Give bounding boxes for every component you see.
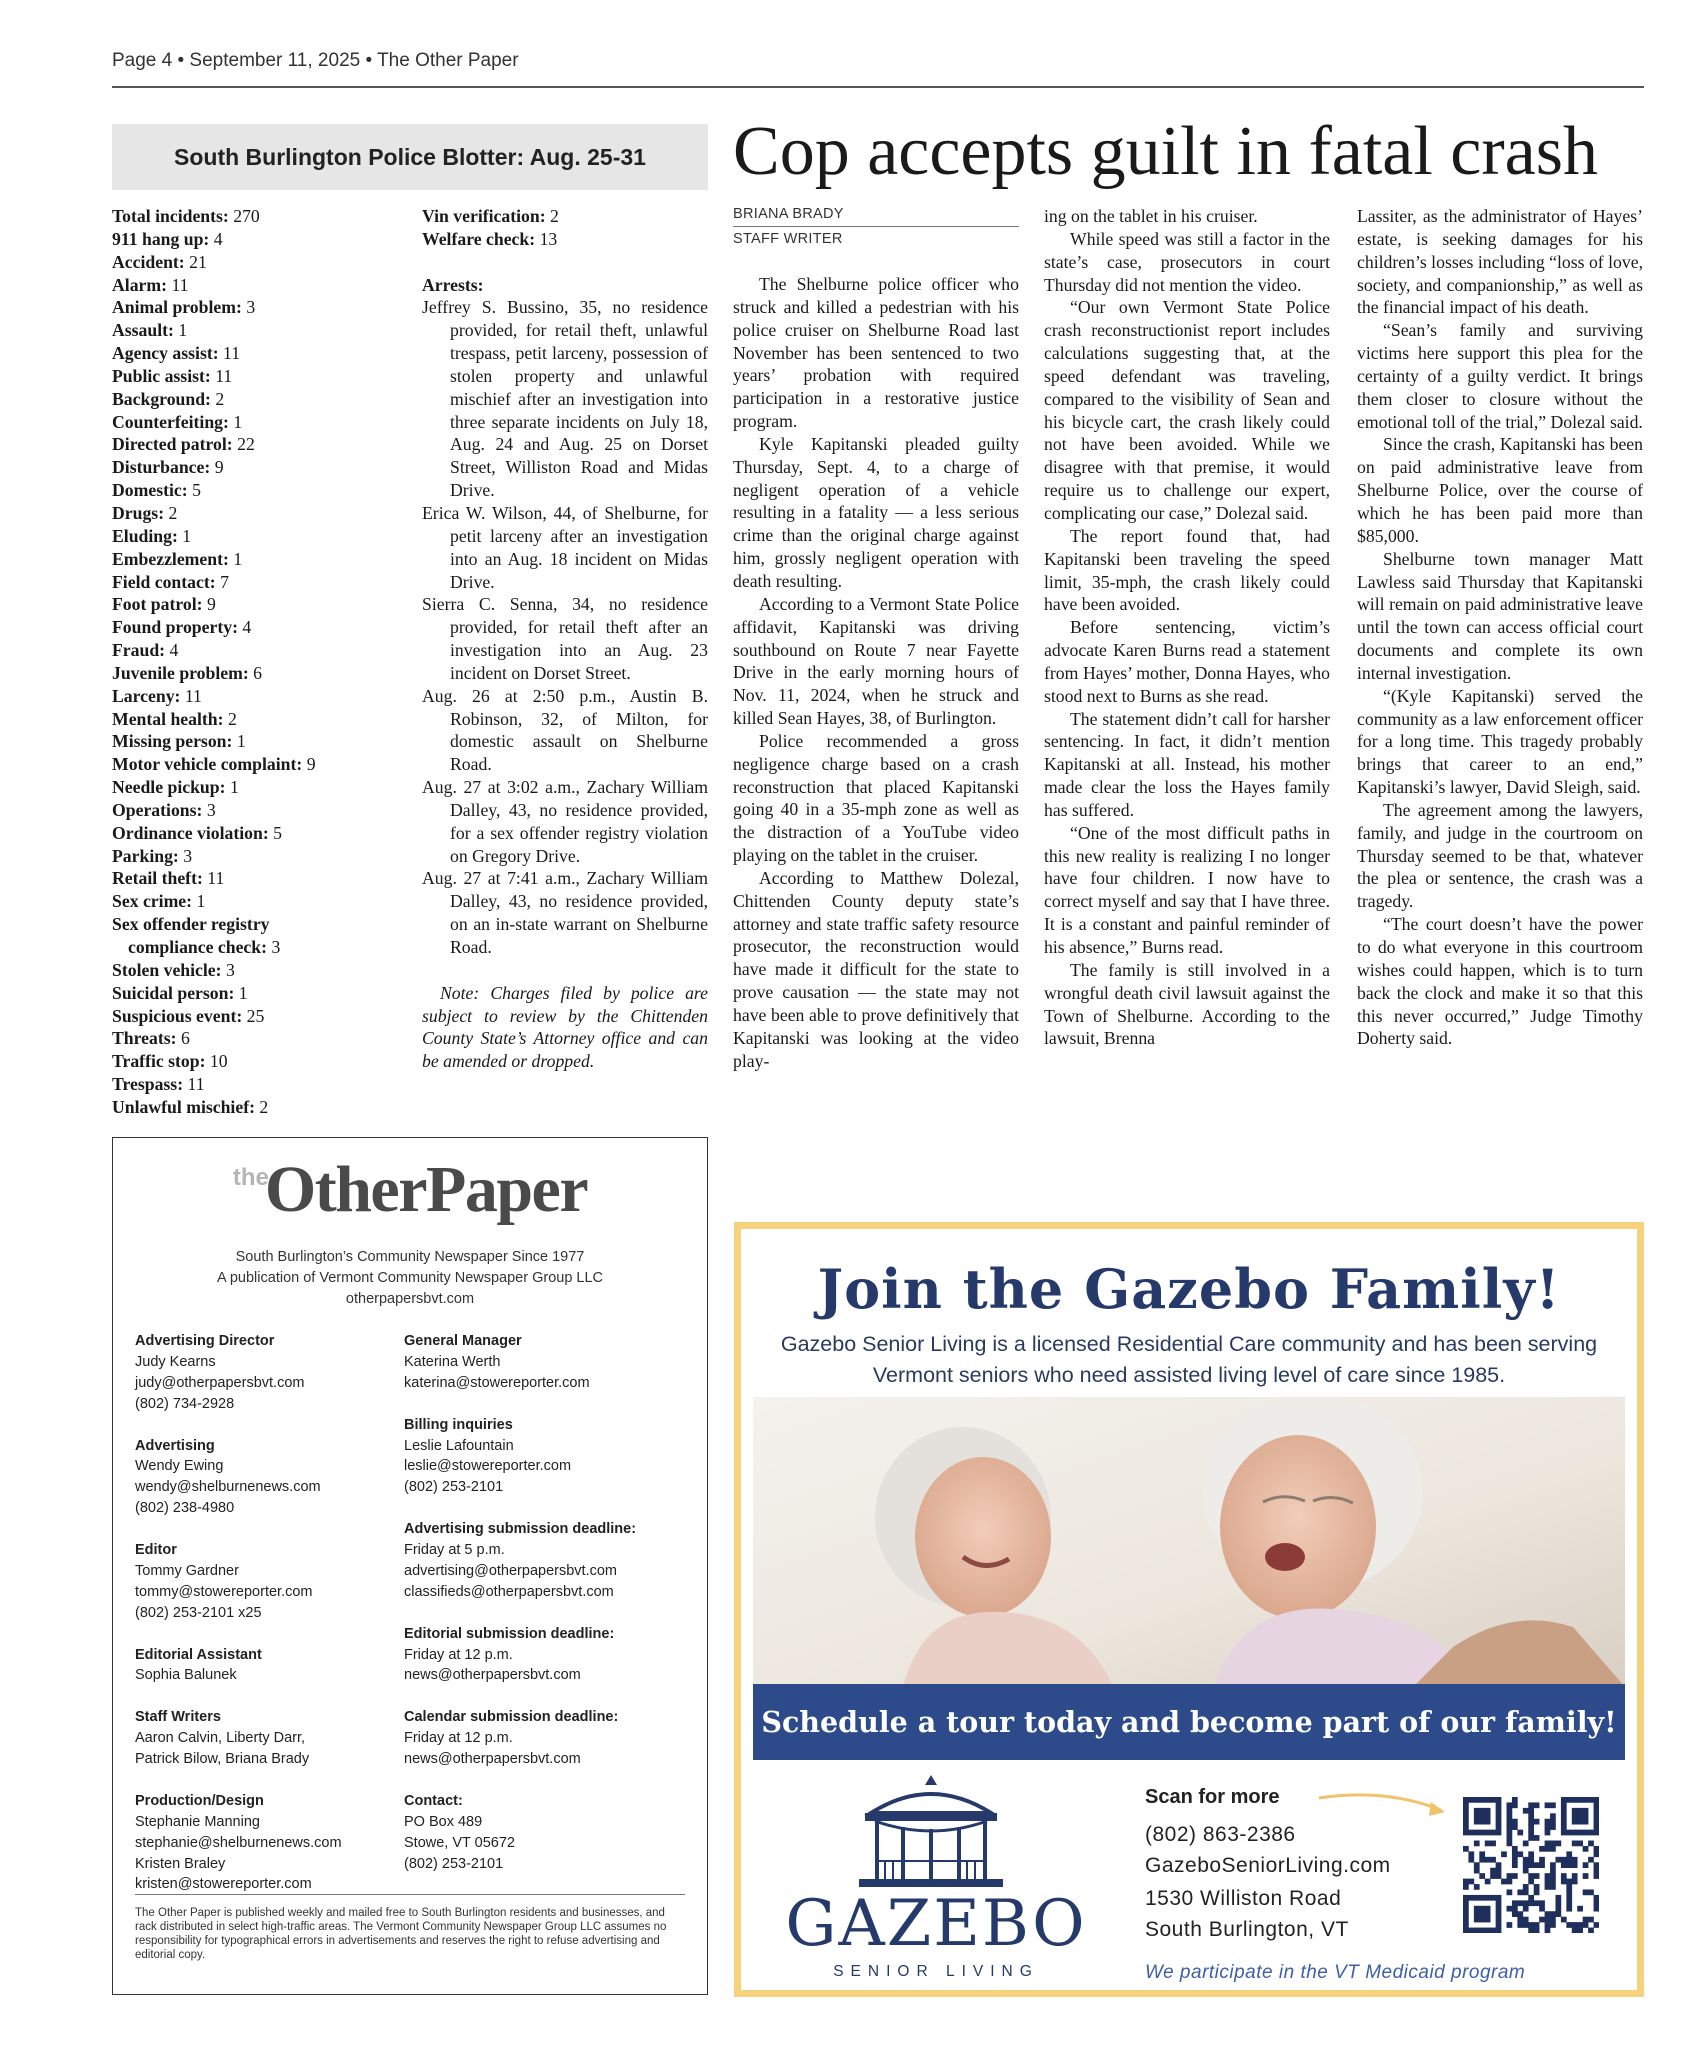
staff-line: PO Box 489: [404, 1813, 483, 1830]
incident-label: Accident:: [112, 251, 185, 272]
byline-title: STAFF WRITER: [733, 231, 843, 247]
incident-label: Directed patrol:: [112, 434, 233, 455]
incident-label: Operations:: [112, 799, 203, 820]
staff-block: [135, 1707, 395, 1770]
blotter-incident-item: [112, 411, 402, 434]
staff-contact[interactable]: kristen@stowereporter.com: [135, 1876, 312, 1893]
incident-count: 3: [225, 959, 235, 980]
blotter-incident-item: [112, 525, 402, 548]
staff-contact[interactable]: news@otherpapersbvt.com: [404, 1667, 581, 1684]
incident-count: 11: [207, 868, 225, 889]
arrest-entry: Erica W. Wilson, 44, of Shelburne, for petit larceny after an investigation into an Aug. 18 incident on Midas Drive.: [422, 502, 708, 592]
blotter-incident-item: [112, 274, 402, 297]
staff-role: Editorial submission deadline:: [404, 1625, 615, 1642]
incident-label: Missing person:: [112, 731, 233, 752]
incident-label: Welfare check:: [422, 228, 536, 249]
staff-line: Sophia Balunek: [135, 1667, 237, 1684]
incident-label: Suspicious event:: [112, 1005, 243, 1026]
incident-label: Found property:: [112, 617, 238, 638]
incident-count: 1: [238, 982, 248, 1003]
article-paragraph: “Sean’s family and surviving victims here support this plea for the certainty of a guilty verdict. It brings them closer to closure without the emotional toll of the trial,” Dolezal said.: [1357, 320, 1643, 432]
blotter-title: South Burlington Police Blotter: Aug. 25-31: [112, 124, 708, 190]
staff-role: Contact:: [404, 1792, 463, 1809]
blotter-incident-item: [112, 1073, 402, 1096]
incident-count: 1: [236, 731, 246, 752]
article-paragraph: ing on the tablet in his cruiser.: [1044, 206, 1258, 226]
blotter-incident-item: [112, 502, 402, 525]
byline-name: BRIANA BRADY: [733, 206, 844, 222]
staff-line: Leslie Lafountain: [404, 1437, 514, 1454]
incident-count: 3: [246, 297, 256, 318]
arrow-right-icon: [1315, 1788, 1455, 1822]
masthead-tagline: South Burlington’s Community Newspaper Since 1977: [235, 1249, 585, 1265]
staff-block: [404, 1624, 694, 1687]
staff-line: Katerina Werth: [404, 1353, 501, 1370]
blotter-incident-item: [112, 799, 402, 822]
incident-label: Counterfeiting:: [112, 411, 229, 432]
staff-block: [404, 1707, 694, 1770]
blotter-incident-item: [112, 822, 402, 845]
logo-name: OtherPaper: [264, 1153, 588, 1226]
incident-count: 9: [306, 754, 316, 775]
blotter-incident-item: [422, 228, 708, 251]
incident-label: Juvenile problem:: [112, 662, 249, 683]
staff-block: [404, 1791, 694, 1875]
incident-count: 7: [220, 571, 229, 592]
ad-website[interactable]: GazeboSeniorLiving.com: [1145, 1854, 1391, 1877]
gazebo-wordmark-sub: SENIOR LIVING: [833, 1963, 1039, 1980]
staff-role: Editorial Assistant: [135, 1646, 262, 1663]
blotter-incident-item: [112, 616, 402, 639]
blotter-incident-item: [112, 571, 402, 594]
staff-block: [135, 1645, 395, 1687]
incident-label: Agency assist:: [112, 343, 219, 364]
article-paragraph: Since the crash, Kapitanski has been on paid administrative leave from Shelburne Police, over the course of which he has been paid more than $85,000.: [1357, 434, 1643, 546]
incident-label: Suicidal person:: [112, 982, 235, 1003]
staff-contact[interactable]: (802) 238-4980: [135, 1500, 235, 1517]
article-paragraph: While speed was still a factor in the state’s case, prosecutors in court Thursday did not mention the video.: [1044, 228, 1330, 295]
staff-line: Patrick Bilow, Briana Brady: [135, 1751, 310, 1768]
staff-line: Kristen Braley: [135, 1855, 226, 1872]
staff-list-right: [404, 1331, 694, 1895]
incident-count: 3: [206, 799, 216, 820]
article-paragraph: “Our own Vermont State Police crash reconstructionist report includes calculations suggesting that, at the speed defendant was traveling, compared to the visibility of Sean and his bicycle cart, the crash likely could not have been avoided. While we disagree with that premise, it would require us to challenge our expert, complicating our case,” Dolezal said.: [1044, 297, 1330, 523]
blotter-incidents-list: [112, 205, 402, 1119]
staff-block: [404, 1331, 694, 1394]
staff-role: Advertising Director: [135, 1333, 275, 1349]
blotter-incident-item: [112, 1050, 402, 1073]
incident-count: 9: [206, 594, 216, 615]
staff-block: [135, 1540, 395, 1624]
staff-block: [135, 1791, 395, 1896]
incident-count: 270: [233, 206, 260, 226]
incident-label: 911 hang up:: [112, 228, 210, 249]
staff-line: Wendy Ewing: [135, 1458, 224, 1475]
arrest-entry: Aug. 26 at 2:50 p.m., Austin B. Robinson, 32, of Milton, for domestic assault on Shelburne Road.: [422, 685, 708, 775]
incident-label: Sex offender registry: [112, 914, 270, 935]
blotter-incident-item: [112, 1005, 402, 1028]
staff-role: General Manager: [404, 1333, 522, 1349]
incident-count: 4: [242, 617, 252, 638]
blotter-incident-item: [112, 890, 402, 913]
arrests-heading: Arrests:: [422, 274, 484, 295]
masthead-publisher: A publication of Vermont Community Newspaper Group LLC: [216, 1270, 604, 1286]
staff-contact[interactable]: (802) 253-2101: [404, 1479, 504, 1496]
article-paragraph: Police recommended a gross negligence charge based on a crash reconstruction that placed Kapitanski going 40 in a 35-mph zone as well as the distraction of a YouTube video playing on the tablet in the cruiser.: [733, 730, 1019, 866]
staff-contact[interactable]: classifieds@otherpapersbvt.com: [404, 1583, 614, 1600]
staff-role: Billing inquiries: [404, 1416, 513, 1433]
blotter-incident-item: [112, 388, 402, 411]
article-column-1: [733, 273, 1019, 1073]
ad-banner[interactable]: [753, 1684, 1625, 1760]
incident-label: Threats:: [112, 1028, 177, 1049]
incident-count: 2: [550, 206, 559, 226]
blotter-incident-item: [112, 845, 402, 868]
article-paragraph: According to a Vermont State Police affidavit, Kapitanski was driving southbound on Route 7 near Fayette Drive in the early morning hours of Nov. 11, 2024, when he struck and killed Sean Hayes, 38, of Burlington.: [733, 593, 1019, 729]
incident-count: 6: [180, 1028, 190, 1049]
blotter-incident-item: [112, 776, 402, 799]
incident-label: Alarm:: [112, 274, 168, 295]
ad-title: Join the Gazebo Family!: [817, 1257, 1561, 1321]
blotter-incident-item: [112, 685, 402, 708]
incident-count: 22: [237, 434, 255, 455]
staff-line: Aaron Calvin, Liberty Darr,: [135, 1730, 306, 1747]
arrest-entry: Aug. 27 at 7:41 a.m., Zachary William Dalley, 43, no residence provided, on an in-state warrant on Shelburne Road.: [422, 868, 708, 957]
staff-role: Advertising submission deadline:: [404, 1521, 637, 1538]
ad-phone[interactable]: (802) 863-2386: [1145, 1823, 1296, 1846]
staff-contact[interactable]: tommy@stowereporter.com: [135, 1583, 313, 1600]
article-paragraph: The family is still involved in a wrongful death civil lawsuit against the Town of Shelburne. According to the lawsuit, Brenna: [1044, 959, 1330, 1049]
blotter-incident-item: [112, 753, 402, 776]
blotter-incident-item: [112, 730, 402, 753]
incident-count: 13: [539, 228, 558, 249]
staff-role: Editor: [135, 1542, 177, 1559]
blotter-incident-item: [112, 456, 402, 479]
incident-count: 1: [233, 411, 243, 432]
incident-count: 25: [246, 1005, 265, 1026]
top-rule: [112, 86, 1644, 88]
staff-line: Friday at 12 p.m.: [404, 1730, 513, 1747]
staff-contact[interactable]: advertising@otherpapersbvt.com: [404, 1562, 617, 1579]
staff-contact[interactable]: judy@otherpapersbvt.com: [135, 1374, 305, 1391]
article-paragraph: “The court doesn’t have the power to do what everyone in this courtroom wishes could happen, which is to turn back the clock and make it so that this this never occurred,” Judge Timothy Doherty said.: [1357, 914, 1643, 1049]
incident-count: 2: [227, 708, 237, 729]
incident-count: 2: [215, 388, 225, 409]
blotter-incident-item: [112, 296, 402, 319]
incident-count: 11: [215, 365, 233, 386]
ad-subtitle: Gazebo Senior Living is a licensed Residential Care community and has been serving Vermont seniors who need assisted living level of care since 1985.: [780, 1332, 1598, 1387]
blotter-incident-item: [112, 479, 402, 502]
gazebo-icon: [841, 1771, 1021, 1891]
incident-label: Retail theft:: [112, 868, 203, 889]
incident-count: 21: [189, 251, 207, 272]
staff-contact[interactable]: (802) 253-2101 x25: [135, 1604, 262, 1621]
incident-count: 11: [171, 274, 189, 295]
staff-role: Calendar submission deadline:: [404, 1709, 619, 1726]
incident-label: Sex crime:: [112, 891, 193, 912]
incident-count: 6: [253, 662, 263, 683]
blotter-incident-item: [112, 342, 402, 365]
blotter-arrests-column: [422, 205, 708, 1073]
incident-label: Unlawful mischief:: [112, 1096, 255, 1117]
blotter-incident-item: [112, 319, 402, 342]
incident-count: 5: [273, 822, 283, 843]
staff-list-left: [135, 1331, 395, 1916]
article-paragraph: The agreement among the lawyers, family, and judge in the courtroom on Thursday seemed to be that, whatever the plea or sentence, the crash was a tragedy.: [1357, 799, 1643, 912]
incident-count: 4: [169, 640, 179, 661]
incident-label: Background:: [112, 388, 211, 409]
article-paragraph: The Shelburne police officer who struck and killed a pedestrian with his police cruiser on Shelburne Road last November has been sentenced to two years’ probation with required participation in a restorative justice program.: [733, 274, 1019, 432]
incident-count: 2: [168, 502, 178, 523]
article-paragraph: “One of the most difficult paths in this new reality is realizing I no longer have four children. I now have to correct myself and say that I have three. It is a constant and painful reminder of his absence,” Burns read.: [1044, 822, 1330, 957]
incident-count: 5: [192, 480, 201, 501]
blotter-incident-item: [112, 548, 402, 571]
staff-line: Judy Kearns: [135, 1353, 216, 1370]
incident-count: 4: [213, 228, 223, 249]
ad-medicaid-note: We participate in the VT Medicaid program: [1145, 1962, 1526, 1983]
incident-label: Motor vehicle complaint:: [112, 754, 303, 775]
blotter-incident-item: [112, 433, 402, 456]
incident-label: Vin verification:: [422, 206, 546, 226]
incident-count: 1: [182, 525, 192, 546]
staff-contact[interactable]: stephanie@shelburnenews.com: [135, 1834, 342, 1851]
blotter-incident-item: [112, 982, 402, 1005]
staff-line: Friday at 5 p.m.: [404, 1542, 505, 1559]
incident-label: Total incidents:: [112, 206, 229, 226]
blotter-incident-item: [112, 365, 402, 388]
logo-the: the: [232, 1164, 269, 1191]
staff-line: Friday at 12 p.m.: [404, 1646, 513, 1663]
staff-line: Stowe, VT 05672: [404, 1834, 515, 1851]
incident-label: Domestic:: [112, 480, 188, 501]
incident-label: Animal problem:: [112, 297, 242, 318]
staff-contact[interactable]: wendy@shelburnenews.com: [135, 1479, 321, 1496]
incident-count: 1: [233, 548, 243, 569]
incident-label: Foot patrol:: [112, 594, 203, 615]
blotter-incident-item: [112, 639, 402, 662]
blotter-incident-item: [112, 205, 402, 228]
incident-label: Fraud:: [112, 640, 166, 661]
incident-label: Ordinance violation:: [112, 822, 269, 843]
blotter-incident-item: [112, 1096, 402, 1119]
blotter-incident-item: [112, 959, 402, 982]
staff-role: Advertising: [135, 1437, 215, 1454]
staff-block: [404, 1415, 694, 1499]
staff-block: [135, 1331, 395, 1415]
incident-count: 11: [187, 1074, 205, 1095]
article-paragraph: The report found that, had Kapitanski been traveling the speed limit, 35-mph, the crash likely could have been avoided.: [1044, 525, 1330, 615]
incident-label: Eluding:: [112, 525, 178, 546]
staff-contact[interactable]: (802) 253-2101: [404, 1855, 504, 1872]
article-paragraph: “(Kyle Kapitanski) served the community as a law enforcement officer for a long time. This tragedy probably brings that career to an end,” Kapitanski’s lawyer, David Sleigh, said.: [1357, 685, 1643, 798]
other-paper-logo: [113, 1152, 707, 1228]
staff-block: [135, 1436, 395, 1520]
incident-label: Assault:: [112, 320, 174, 341]
staff-line: Stephanie Manning: [135, 1813, 260, 1830]
masthead-rule: [135, 1894, 685, 1895]
staff-role: Staff Writers: [135, 1709, 221, 1726]
incident-label: Field contact:: [112, 571, 216, 592]
staff-contact[interactable]: leslie@stowereporter.com: [404, 1458, 572, 1475]
incident-count: 3: [183, 845, 193, 866]
blotter-note: Note: Charges filed by police are subject to review by the Chittenden County State’s Attorney office and can be amended or dropped.: [422, 982, 708, 1072]
ad-address-line2: South Burlington, VT: [1145, 1918, 1349, 1941]
byline-rule: [733, 226, 1019, 227]
incident-label-cont: compliance check:: [128, 937, 268, 957]
article-paragraph: Kyle Kapitanski pleaded guilty Thursday, Sept. 4, to a charge of negligent operation of a vehicle resulting in a fatality — a less serious crime than the original charge against him, grossly negligent operation with death resulting.: [733, 433, 1019, 591]
blotter-incident-item: [112, 593, 402, 616]
incident-label: Larceny:: [112, 685, 181, 706]
article-paragraph: Shelburne town manager Matt Lawless said Thursday that Kapitanski will remain on paid administrative leave until the town can access official court documents and complete its own internal investigation.: [1357, 548, 1643, 683]
gazebo-advertisement[interactable]: [734, 1222, 1644, 1997]
incident-count: 1: [178, 320, 188, 341]
blotter-incident-item: [112, 228, 402, 251]
gazebo-wordmark: GAZEBO: [785, 1887, 1087, 1961]
blotter-incident-item: [112, 867, 402, 890]
blotter-incident-item: [112, 251, 402, 274]
article-column-2: [1044, 205, 1330, 1050]
page-folio: Page 4 • September 11, 2025 • The Other Paper: [112, 50, 519, 71]
incident-label: Drugs:: [112, 502, 165, 523]
article-headline: Cop accepts guilt in fatal crash: [733, 113, 1598, 190]
masthead-url[interactable]: otherpapersbvt.com: [345, 1291, 475, 1307]
incident-count: 1: [196, 891, 206, 912]
arrest-entry: Sierra C. Senna, 34, no residence provided, for retail theft after an investigation into an Aug. 23 incident on Dorset Street.: [422, 594, 708, 683]
incident-count: 9: [214, 457, 224, 478]
staff-block: [404, 1519, 694, 1603]
incident-label: Disturbance:: [112, 457, 211, 478]
article-paragraph: According to Matthew Dolezal, Chittenden County deputy state’s attorney and state traffic safety resource prosecutor, the reconstruction would have made it difficult for the state to prove causation — the state may not have been able to prove definitively that Kapitanski was looking at the video play-: [733, 867, 1019, 1071]
incident-label: Parking:: [112, 845, 179, 866]
blotter-incident-item: [112, 913, 402, 959]
blotter-incident-item: [422, 205, 708, 228]
incident-label: Public assist:: [112, 365, 211, 386]
arrest-entry: Jeffrey S. Bussino, 35, no residence provided, for retail theft, unlawful trespass, petit larceny, possession of stolen property and unlawful mischief after an investigation into three separate incidents on July 18, Aug. 24 and Aug. 25 on Dorset Street, Williston Road and Midas Drive.: [422, 297, 708, 501]
ad-banner-text: Schedule a tour today and become part of our family!: [761, 1705, 1617, 1739]
article-column-3: [1357, 205, 1643, 1050]
article-paragraph: The statement didn’t call for harsher sentencing. In fact, it didn’t mention Kapitanski at all. Instead, his mother made clear the loss the Hayes family has suffered.: [1044, 708, 1330, 820]
incident-label: Needle pickup:: [112, 777, 226, 798]
blotter-incident-item: [112, 708, 402, 731]
incident-count: 3: [271, 937, 281, 957]
staff-line: Tommy Gardner: [135, 1562, 239, 1579]
incident-label: Stolen vehicle:: [112, 959, 222, 980]
incident-count: 10: [209, 1051, 228, 1072]
qr-code-icon[interactable]: [1463, 1797, 1599, 1933]
incident-label: Embezzlement:: [112, 548, 229, 569]
incident-count: 1: [229, 777, 239, 798]
incident-count: 11: [223, 343, 241, 364]
blotter-incident-item: [112, 662, 402, 685]
arrest-entry: Aug. 27 at 3:02 a.m., Zachary William Dalley, 43, no residence provided, for a sex offender registry violation on Gregory Drive.: [422, 777, 708, 866]
staff-contact[interactable]: katerina@stowereporter.com: [404, 1374, 590, 1391]
staff-contact[interactable]: news@otherpapersbvt.com: [404, 1751, 581, 1768]
staff-contact[interactable]: (802) 734-2928: [135, 1395, 235, 1412]
article-paragraph: Lassiter, as the administrator of Hayes’ estate, is seeking damages for his children’s losses including “loss of love, society, and companionship,” as well as the financial impact of his death.: [1357, 206, 1643, 318]
ad-scan-label: Scan for more: [1145, 1786, 1280, 1808]
incident-count: 2: [259, 1096, 269, 1117]
ad-address-line1: 1530 Williston Road: [1145, 1887, 1342, 1910]
incident-label: Traffic stop:: [112, 1051, 206, 1072]
incident-count: 11: [184, 685, 202, 706]
blotter-incident-item: [112, 1027, 402, 1050]
article-paragraph: Before sentencing, victim’s advocate Karen Burns read a statement from Hayes’ mother, Donna Hayes, who stood next to Burns as she read.: [1044, 617, 1330, 706]
staff-role: Production/Design: [135, 1792, 264, 1809]
incident-label: Mental health:: [112, 708, 224, 729]
masthead-fine-print: The Other Paper is published weekly and mailed free to South Burlington residents and businesses, and rack distributed in select high-traffic areas. The Vermont Community Newspaper Group LLC assumes no responsibility for typographical errors in advertisements and reserves the right to refuse advertising and editorial copy.: [135, 1907, 667, 1961]
incident-label: Trespass:: [112, 1074, 184, 1095]
masthead-box: [112, 1137, 708, 1995]
